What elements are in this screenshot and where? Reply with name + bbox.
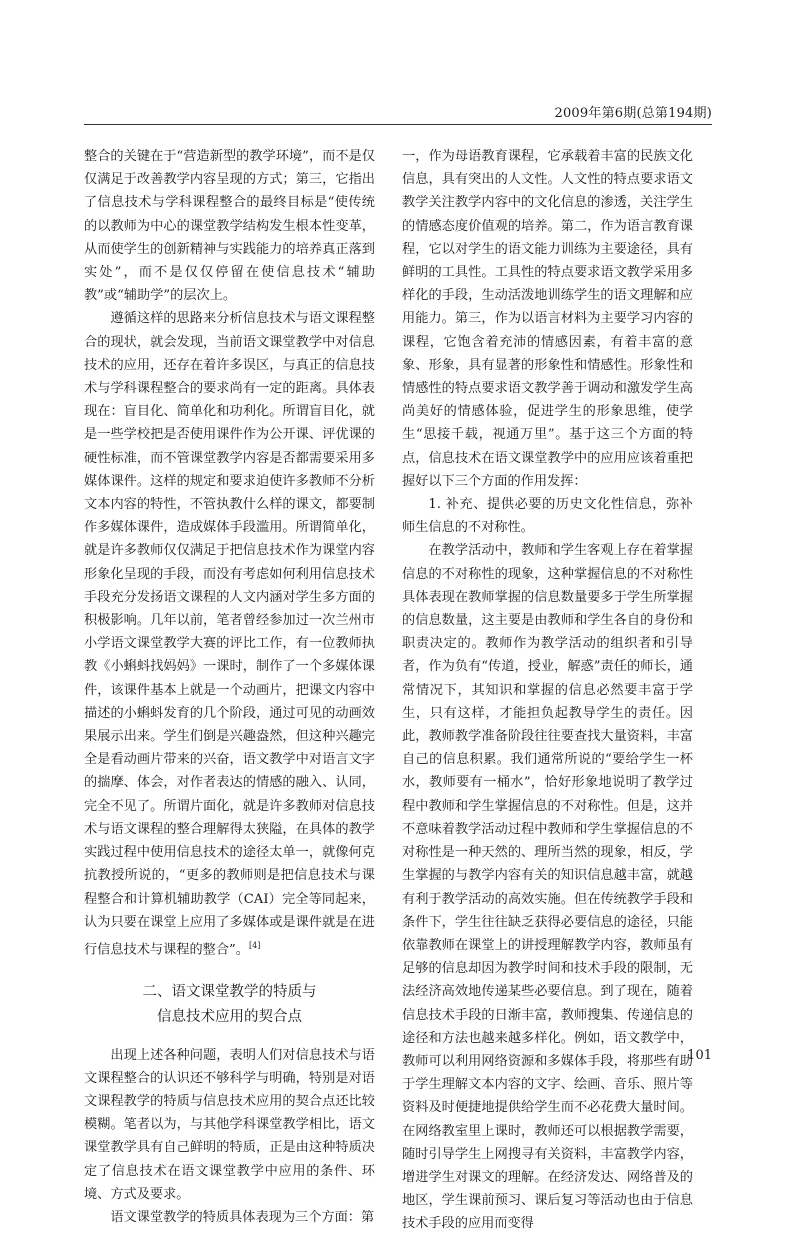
header-rule — [84, 124, 712, 125]
right-column — [402, 145, 693, 1236]
paragraph — [84, 307, 375, 961]
paragraph: 整合的关键在于“营造新型的教学环境”，而不是仅仅满足于改善教学内容呈现的方式；第三，它指出了信息技术与学科课程整合的最终目标是“使传统的以教师为中心的课堂教学结构发生根本性变革，从而使学生的创新精神与实践能力的培养真正落到实处”，而不是仅仅停留在使信息技术“辅助教”或“辅助学”的层次上。 — [84, 149, 375, 304]
section-title — [84, 980, 375, 1030]
page-number: 101 — [687, 1048, 712, 1063]
subheading: 1. 补充、提供必要的历史文化性信息，弥补师生信息的不对称性。 — [402, 497, 693, 536]
running-header: 2009年第6期(总第194期) — [554, 106, 712, 121]
section-title-line: 信息技术应用的契合点 — [157, 1008, 302, 1025]
paragraph: 在教学活动中，教师和学生客观上存在着掌握信息的不对称性的现象，这种掌握信息的不对称性具体表现在教师掌握的信息数量要多于学生所掌握的信息数量，这主要是由教师和学生各自的身份和职责决定的。教师作为教学活动的组织者和引导者，作为负有“传道，授业，解惑”责任的师长，通常情况下，其知识和掌握的信息必然要丰富于学生，只有这样，才能担负起教导学生的责任。因此，教师教学准备阶段往往要查找大量资料，丰富自己的信息积累。我们通常所说的“要给学生一杯水，教师要有一桶水”，恰好形象地说明了教学过程中教师和学生掌握信息的不对称性。但是，这并不意味着教学活动过程中教师和学生掌握信息的不对称性是一种天然的、理所当然的现象，相反，学生掌握的与教学内容有关的知识信息越丰富，就越有利于教学活动的高效实施。但在传统教学手段和条件下，学生往往缺乏获得必要信息的途径，只能依靠教师在课堂上的讲授理解教学内容，教师虽有足够的信息却因为教学时间和技术手段的限制，无法经济高效地传递某些必要信息。到了现在，随着信息技术手段的日渐丰富，教师搜集、传递信息的途径和方法也越来越多样化。例如，语文教学中，教师可以利用网络资源和多媒体手段，将那些有助于学生理解文本内容的文字、绘画、音乐、照片等资料及时便捷地提供给学生而不必花费大量时间。在网络教室里上课时，教师还可以根据教学需要，随时引导学生上网搜寻有关资料，丰富教学内容，增进学生对课文的理解。在经济发达、网络普及的地区，学生课前预习、课后复习等活动也由于信息技术手段的应用而变得 — [402, 543, 693, 1232]
section-title-line: 二、语文课堂教学的特质与 — [142, 983, 317, 1000]
paragraph-text: 遵循这样的思路来分析信息技术与语文课程整合的现状，就会发现，当前语文课堂教学中对信息技术的应用，还存在着许多误区，与真正的信息技术与学科课程整合的要求尚有一定的距离。具体表现在：盲目化、简单化和功利化。所谓盲目化，就是一些学校把是否使用课件作为公开课、评优课的硬性标准，而不管课堂教学内容是否都需要采用多媒体课件。这样的规定和要求迫使许多教师不分析文本内容的特性，不管执教什么样的课文，都要制作多媒体课件，造成媒体手段滥用。所谓简单化，就是许多教师仅仅满足于把信息技术作为课堂内容形象化呈现的手段，而没有考虑如何利用信息技术手段充分发扬语文课程的人文内涵对学生多方面的积极影响。几年以前，笔者曾经参加过一次兰州市小学语文课堂教学大赛的评比工作，有一位教师执教《小蝌蚪找妈妈》一课时，制作了一个多媒体课件，该课件基本上就是一个动画片，把课文内容中描述的小蝌蚪发育的几个阶段，通过可见的动画效果展示出来。学生们倒是兴趣盎然，但这种兴趣完全是看动画片带来的兴奋，语文教学中对语言文字的揣摩、体会，对作者表达的情感的融入、认同，完全不见了。所谓片面化，就是许多教师对信息技术与语文课程的整合理解得太狭隘，在具体的教学实践过程中使用信息技术的途径太单一，就像何克抗教授所说的，“更多的教师则是把信息技术与课程整合和计算机辅助教学（CAI）完全等同起来，认为只要在课堂上应用了多媒体或是课件就是在进行信息技术与课程的整合”。 — [84, 311, 375, 958]
paragraph: 语文课堂教学的特质具体表现为三个方面：第 — [110, 1209, 375, 1225]
paragraph: 出现上述各种问题，表明人们对信息技术与语文课程整合的认识还不够科学与明确，特别是对语文课程教学的特质与信息技术应用的契合点还比较模糊。笔者以为，与其他学科课堂教学相比，语文课堂教学具有自己鲜明的特质，正是由这种特质决定了信息技术在语文课堂教学中应用的条件、环境、方式及要求。 — [84, 1047, 375, 1202]
citation-ref: [4] — [249, 940, 261, 950]
paragraph: 一，作为母语教育课程，它承载着丰富的民族文化信息，具有突出的人文性。人文性的特点要求语文教学关注教学内容中的文化信息的渗透，关注学生的情感态度价值观的培养。第二，作为语言教育课程，它以对学生的语文能力训练为主要途径，具有鲜明的工具性。工具性的特点要求语文教学采用多样化的手段，生动活泼地训练学生的语文理解和应用能力。第三，作为以语言材料为主要学习内容的课程，它饱含着充沛的情感因素，有着丰富的意象、形象，具有显著的形象性和情感性。形象性和情感性的特点要求语文教学善于调动和激发学生高尚美好的情感体验，促进学生的形象思维，使学生“思接千载，视通万里”。基于这三个方面的特点，信息技术在语文课堂教学中的应用应该着重把握好以下三个方面的作用发挥： — [402, 149, 693, 489]
left-column — [84, 145, 375, 1229]
